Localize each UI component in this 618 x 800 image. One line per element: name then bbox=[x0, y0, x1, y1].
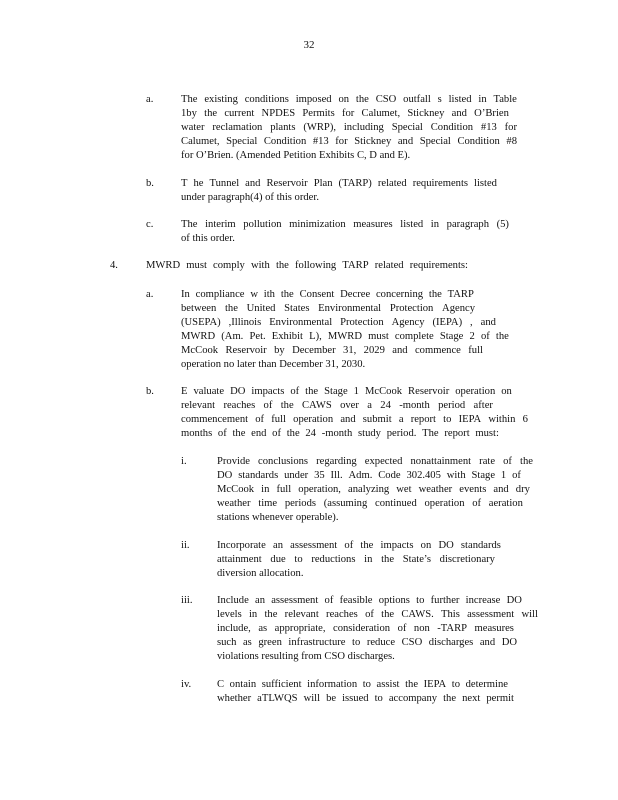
text-line: C ontain sufficient information to assist the IEPA to determine bbox=[217, 679, 508, 690]
sub-item-text bbox=[217, 594, 538, 664]
text-line: MWRD must comply with the following TARP related requirements: bbox=[146, 260, 468, 271]
page-number: 32 bbox=[303, 39, 315, 51]
text-line: Provide conclusions regarding expected nonattainment rate of the bbox=[217, 456, 533, 467]
text-line: attainment due to reductions in the State’s discretionary bbox=[217, 554, 495, 566]
sub-item-text bbox=[217, 455, 533, 525]
text-line: operation no later than December 31, 2030. bbox=[181, 359, 366, 371]
sub-item-label: iv. bbox=[181, 679, 192, 690]
text-line: (USEPA) ,Illinois Environmental Protection Agency (IEPA) , and bbox=[181, 317, 496, 329]
item-text bbox=[181, 93, 517, 163]
item-label: b. bbox=[146, 386, 154, 397]
text-line: T he Tunnel and Reservoir Plan (TARP) related requirements listed bbox=[181, 178, 497, 189]
text-line: whether aTLWQS will be issued to accompany the next permit bbox=[217, 693, 514, 705]
item-label: a. bbox=[146, 289, 154, 300]
item-text bbox=[181, 218, 509, 246]
text-line: between the United States Environmental Protection Agency bbox=[181, 303, 475, 315]
text-line: weather time periods (assuming continued operation of aeration bbox=[217, 498, 523, 510]
item-text bbox=[181, 177, 497, 205]
text-line: under paragraph(4) of this order. bbox=[181, 192, 319, 204]
item-label: a. bbox=[146, 94, 154, 105]
text-line: months of the end of the 24 -month study period. The report must: bbox=[181, 428, 499, 440]
text-line: The interim pollution minimization measures listed in paragraph (5) bbox=[181, 219, 509, 230]
item-number: 4. bbox=[110, 260, 118, 271]
text-line: relevant reaches of the CAWS over a 24 -month period after bbox=[181, 400, 493, 412]
text-line: E valuate DO impacts of the Stage 1 McCook Reservoir operation on bbox=[181, 386, 512, 397]
text-line: violations resulting from CSO discharges. bbox=[217, 651, 395, 663]
text-line: In compliance w ith the Consent Decree concerning the TARP bbox=[181, 289, 474, 300]
sub-item-label: ii. bbox=[181, 540, 190, 551]
sub-item-text bbox=[217, 539, 501, 581]
sub-item-label: iii. bbox=[181, 595, 193, 606]
text-line: include, as appropriate, consideration of non -TARP measures bbox=[217, 623, 514, 635]
text-line: DO standards under 35 Ill. Adm. Code 302.405 with Stage 1 of bbox=[217, 470, 521, 482]
text-line: stations whenever operable). bbox=[217, 512, 339, 524]
text-line: water reclamation plants (WRP), including Special Condition #13 for bbox=[181, 122, 517, 134]
text-line: The existing conditions imposed on the CSO outfall s listed in Table bbox=[181, 94, 517, 105]
sub-item-label: i. bbox=[181, 456, 187, 467]
text-line: Incorporate an assessment of the impacts on DO standards bbox=[217, 540, 501, 551]
text-line: MWRD (Am. Pet. Exhibit L), MWRD must complete Stage 2 of the bbox=[181, 331, 509, 343]
text-line: McCook Reservoir by December 31, 2029 and commence full bbox=[181, 345, 483, 357]
item-label: c. bbox=[146, 219, 154, 230]
section-heading bbox=[146, 259, 468, 273]
text-line: McCook in full operation, analyzing wet weather events and dry bbox=[217, 484, 530, 496]
text-line: Include an assessment of feasible options to further increase DO bbox=[217, 595, 522, 606]
text-line: such as green infrastructure to reduce CSO discharges and DO bbox=[217, 637, 517, 649]
item-text bbox=[181, 288, 509, 373]
item-text bbox=[181, 385, 528, 441]
text-line: commencement of full operation and submit a report to IEPA within 6 bbox=[181, 414, 528, 426]
text-line: for O’Brien. (Amended Petition Exhibits C, D and E). bbox=[181, 150, 411, 162]
item-label: b. bbox=[146, 178, 154, 189]
text-line: 1by the current NPDES Permits for Calumet, Stickney and O’Brien bbox=[181, 108, 509, 120]
text-line: levels in the relevant reaches of the CAWS. This assessment will bbox=[217, 609, 538, 621]
text-line: of this order. bbox=[181, 233, 235, 245]
text-line: Calumet, Special Condition #13 for Stickney and Special Condition #8 bbox=[181, 136, 517, 148]
sub-item-text bbox=[217, 678, 513, 706]
text-line: diversion allocation. bbox=[217, 568, 304, 580]
